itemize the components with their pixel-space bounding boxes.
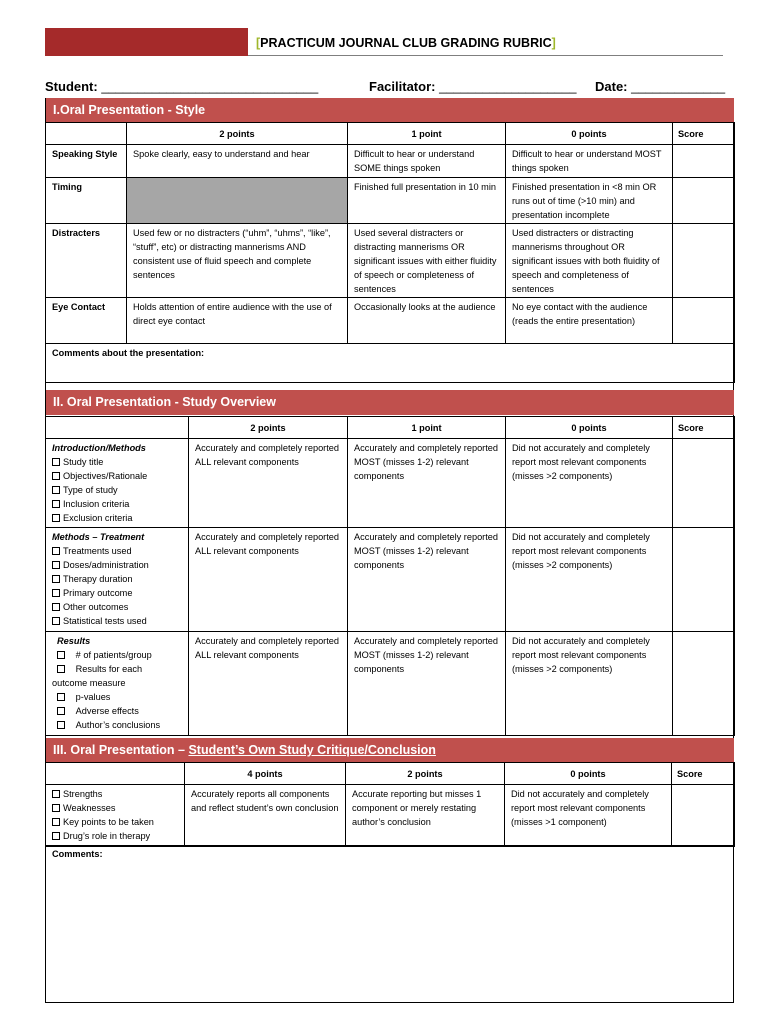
checkbox-icon[interactable] xyxy=(57,693,65,701)
title-text: PRACTICUM JOURNAL CLUB GRADING RUBRIC xyxy=(260,36,552,50)
score-cell[interactable] xyxy=(672,785,735,847)
date-label: Date: xyxy=(595,79,628,94)
section1-title: I.Oral Presentation - Style xyxy=(53,103,206,117)
score-cell[interactable] xyxy=(673,528,735,632)
criteria-1pt: Accurately and completely reported MOST (misses 1-2) relevant components xyxy=(348,528,506,632)
title-underline xyxy=(248,55,723,56)
col-header-score: Score xyxy=(673,417,735,439)
criteria-2pts: Spoke clearly, easy to understand and hear xyxy=(127,145,348,178)
checklist-item[interactable]: p-values xyxy=(52,690,182,704)
row-label-distracters: Distracters xyxy=(46,224,127,298)
checkbox-icon[interactable] xyxy=(52,818,60,826)
score-cell[interactable] xyxy=(673,224,735,298)
checklist-item[interactable]: Author’s conclusions xyxy=(52,718,182,732)
section2-title: II. Oral Presentation - Study Overview xyxy=(53,395,276,409)
checkbox-icon[interactable] xyxy=(52,514,60,522)
criteria-2pts: Accurately and completely reported ALL relevant components xyxy=(189,528,348,632)
table-row xyxy=(46,785,735,847)
section3-title-prefix: III. Oral Presentation – xyxy=(53,743,189,757)
criteria-1pt: Difficult to hear or understand SOME things spoken xyxy=(348,145,506,178)
checklist-item[interactable]: Therapy duration xyxy=(52,572,182,586)
checklist-item[interactable]: Drug’s role in therapy xyxy=(52,829,178,843)
table-row xyxy=(46,632,735,736)
criteria-0pts: Did not accurately and completely report most relevant components (misses >2 components) xyxy=(506,528,673,632)
checkbox-icon[interactable] xyxy=(52,486,60,494)
title-bracket-open: [ xyxy=(256,36,261,50)
checkbox-icon[interactable] xyxy=(52,458,60,466)
checklist-item[interactable]: Weaknesses xyxy=(52,801,178,815)
criteria-0pts: Did not accurately and completely report most relevant components (misses >1 component) xyxy=(505,785,672,847)
checklist-title: Methods – Treatment xyxy=(52,532,145,542)
score-cell[interactable] xyxy=(673,632,735,736)
date-blank[interactable]: _____________ xyxy=(631,79,726,94)
criteria-2pts: Holds attention of entire audience with the use of direct eye contact xyxy=(127,298,348,344)
checkbox-icon[interactable] xyxy=(57,651,65,659)
table-row xyxy=(46,298,735,344)
student-blank[interactable]: ______________________________ xyxy=(101,79,319,94)
table-row xyxy=(46,145,735,178)
checkbox-icon[interactable] xyxy=(52,589,60,597)
checkbox-icon[interactable] xyxy=(57,721,65,729)
section1-header xyxy=(46,98,734,122)
col-header-1pt: 1 point xyxy=(348,123,506,145)
checkbox-icon[interactable] xyxy=(52,832,60,840)
header-accent-bar xyxy=(45,28,248,56)
section3-table xyxy=(45,762,735,847)
checklist-item[interactable]: # of patients/group xyxy=(52,648,182,662)
row-label-eye-contact: Eye Contact xyxy=(46,298,127,344)
score-cell[interactable] xyxy=(673,145,735,178)
row-label-speaking-style: Speaking Style xyxy=(46,145,127,178)
criteria-1pt: Accurately and completely reported MOST (misses 1-2) relevant components xyxy=(348,439,506,528)
checklist-item[interactable]: Other outcomes xyxy=(52,600,182,614)
col-header-2pts: 2 points xyxy=(127,123,348,145)
checklist-item[interactable]: Doses/administration xyxy=(52,558,182,572)
checklist-item[interactable]: Type of study xyxy=(52,483,182,497)
checkbox-icon[interactable] xyxy=(52,603,60,611)
checkbox-icon[interactable] xyxy=(52,790,60,798)
col-header-score: Score xyxy=(673,123,735,145)
criteria-2pts: Accurately and completely reported ALL relevant components xyxy=(189,439,348,528)
section3-header xyxy=(46,738,734,762)
criteria-0pts: Finished presentation in <8 min OR runs out of time (>10 min) and presentation incomplete xyxy=(506,178,673,224)
criteria-2pts: Used few or no distracters (“uhm”, “uhms”, “like”, “stuff”, etc) or distracting mannerisms AND consistent use of fluid speech and complete sentences xyxy=(127,224,348,298)
checklist-item[interactable]: Strengths xyxy=(52,787,178,801)
checklist-results xyxy=(46,632,189,736)
criteria-0pts: Difficult to hear or understand MOST things spoken xyxy=(506,145,673,178)
checklist-item[interactable]: Key points to be taken xyxy=(52,815,178,829)
col-header-blank xyxy=(46,123,127,145)
criteria-1pt: Accurately and completely reported MOST (misses 1-2) relevant components xyxy=(348,632,506,736)
score-cell[interactable] xyxy=(673,178,735,224)
criteria-2pts-na-shaded xyxy=(127,178,348,224)
checklist-intro-methods xyxy=(46,439,189,528)
table-row xyxy=(46,439,735,528)
section1-table xyxy=(45,122,735,383)
section2-header xyxy=(46,390,734,415)
checkbox-icon[interactable] xyxy=(57,707,65,715)
checklist-item[interactable]: Study title xyxy=(52,455,182,469)
checklist-item[interactable]: Statistical tests used xyxy=(52,614,182,628)
col-header-blank xyxy=(46,763,185,785)
criteria-2pts: Accurately and completely reported ALL relevant components xyxy=(189,632,348,736)
student-label: Student: xyxy=(45,79,98,94)
criteria-0pts: Did not accurately and completely report most relevant components (misses >2 components) xyxy=(506,439,673,528)
table-row xyxy=(46,528,735,632)
col-header-4pts: 4 points xyxy=(185,763,346,785)
checklist-item[interactable]: Primary outcome xyxy=(52,586,182,600)
checklist-critique xyxy=(46,785,185,847)
section1-header-row xyxy=(46,123,735,145)
checkbox-icon[interactable] xyxy=(52,561,60,569)
checkbox-icon[interactable] xyxy=(57,665,65,673)
checkbox-icon[interactable] xyxy=(52,617,60,625)
table-row xyxy=(46,224,735,298)
checklist-item[interactable]: Results for each xyxy=(52,662,182,676)
date-field[interactable] xyxy=(595,79,725,94)
criteria-2pts: Accurate reporting but misses 1 component or merely restating author’s conclusion xyxy=(346,785,505,847)
section3-title-underlined: Student’s Own Study Critique/Conclusion xyxy=(188,743,436,757)
facilitator-label: Facilitator: xyxy=(369,79,436,94)
checklist-item[interactable]: Treatments used xyxy=(52,544,182,558)
criteria-1pt: Used several distracters or distracting mannerisms OR significant issues with either fluidity of speech or completeness of sentences xyxy=(348,224,506,298)
checkbox-icon[interactable] xyxy=(52,500,60,508)
criteria-0pts: Used distracters or distracting mannerisms throughout OR significant issues with both fluidity of speech and completeness of sentences xyxy=(506,224,673,298)
presentation-comments-label: Comments about the presentation: xyxy=(46,344,735,383)
comments-row[interactable] xyxy=(46,344,735,383)
col-header-2pts: 2 points xyxy=(346,763,505,785)
page-title xyxy=(256,36,556,50)
checklist-item[interactable]: Objectives/Rationale xyxy=(52,469,182,483)
checklist-item-continued: outcome measure xyxy=(52,678,126,688)
student-field[interactable] xyxy=(45,79,318,94)
score-cell[interactable] xyxy=(673,439,735,528)
comments-label: Comments: xyxy=(52,849,103,859)
title-bracket-close: ] xyxy=(551,36,556,50)
col-header-0pts: 0 points xyxy=(506,417,673,439)
checklist-item[interactable]: Adverse effects xyxy=(52,704,182,718)
section2-header-row xyxy=(46,417,735,439)
col-header-1pt: 1 point xyxy=(348,417,506,439)
checklist-item[interactable]: Exclusion criteria xyxy=(52,511,182,525)
checklist-title: Results xyxy=(57,636,91,646)
checkbox-icon[interactable] xyxy=(52,804,60,812)
score-cell[interactable] xyxy=(673,298,735,344)
col-header-0pts: 0 points xyxy=(505,763,672,785)
checklist-methods-treatment xyxy=(46,528,189,632)
section2-table xyxy=(45,416,735,736)
checkbox-icon[interactable] xyxy=(52,472,60,480)
criteria-4pts: Accurately reports all components and reflect student’s own conclusion xyxy=(185,785,346,847)
checklist-title: Introduction/Methods xyxy=(52,443,146,453)
checkbox-icon[interactable] xyxy=(52,547,60,555)
col-header-score: Score xyxy=(672,763,735,785)
final-comments-box[interactable] xyxy=(45,845,734,1003)
checkbox-icon[interactable] xyxy=(52,575,60,583)
row-label-timing: Timing xyxy=(46,178,127,224)
facilitator-field[interactable] xyxy=(369,79,576,94)
checklist-item[interactable]: Inclusion criteria xyxy=(52,497,182,511)
col-header-2pts: 2 points xyxy=(189,417,348,439)
table-row xyxy=(46,178,735,224)
section3-header-row xyxy=(46,763,735,785)
col-header-0pts: 0 points xyxy=(506,123,673,145)
col-header-blank xyxy=(46,417,189,439)
criteria-0pts: Did not accurately and completely report most relevant components (misses >2 components) xyxy=(506,632,673,736)
criteria-0pts: No eye contact with the audience (reads the entire presentation) xyxy=(506,298,673,344)
facilitator-blank[interactable]: ___________________ xyxy=(439,79,577,94)
criteria-1pt: Occasionally looks at the audience xyxy=(348,298,506,344)
criteria-1pt: Finished full presentation in 10 min xyxy=(348,178,506,224)
